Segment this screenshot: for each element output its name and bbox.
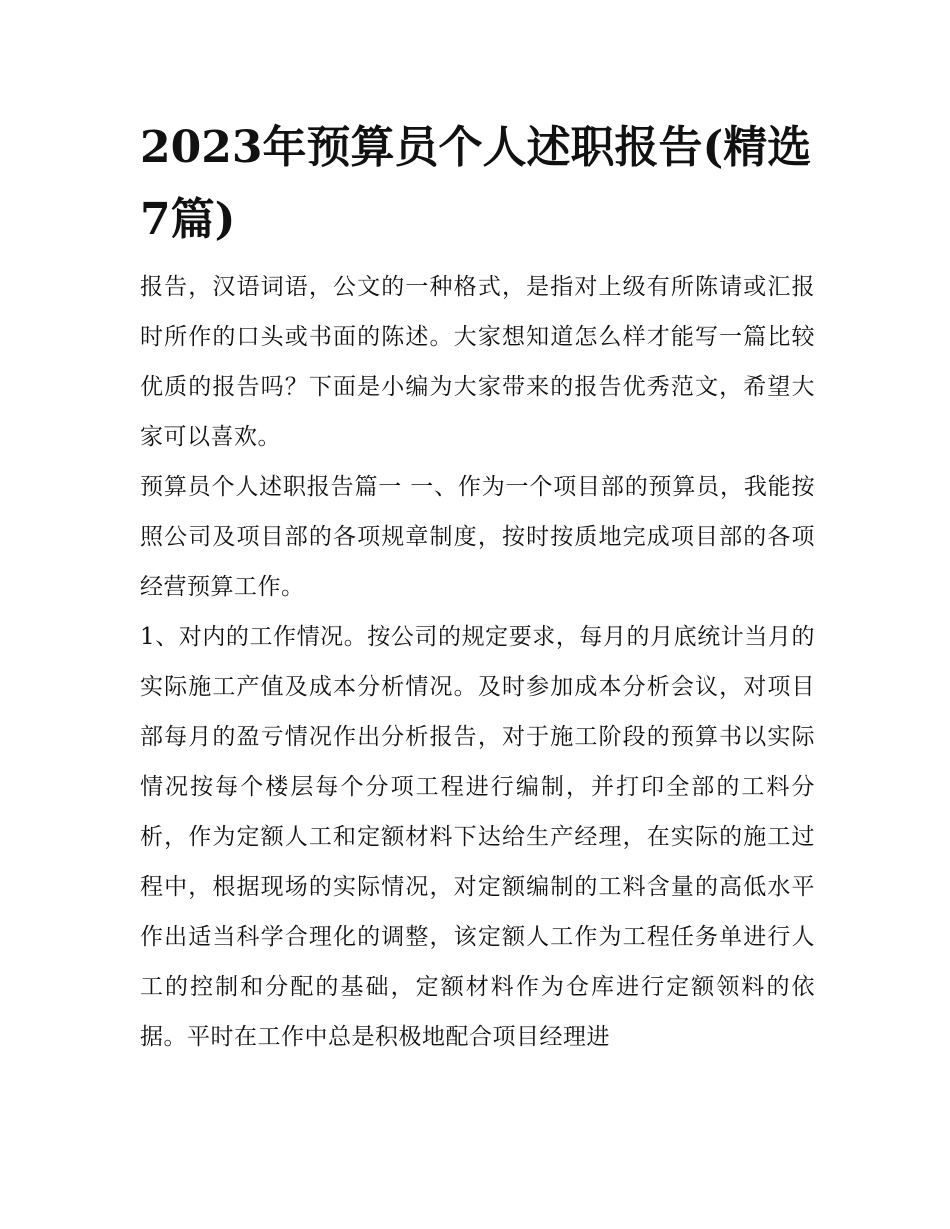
paragraph-intro: 报告，汉语词语，公文的一种格式，是指对上级有所陈请或汇报时所作的口头或书面的陈述。大家想知道怎么样才能写一篇比较优质的报告吗？下面是小编为大家带来的报告优秀范文，希望大家可以喜欢。 [140,274,815,450]
document-page [140,112,815,1062]
document-title: 2023年预算员个人述职报告(精选7篇) [140,122,812,245]
paragraph-internal-work: 1、对内的工作情况。按公司的规定要求，每月的月底统计当月的实际施工产值及成本分析情况。及时参加成本分析会议，对项目部每月的盈亏情况作出分析报告，对于施工阶段的预算书以实际情况按每个楼层每个分项工程进行编制，并打印全部的工料分析，作为定额人工和定额材料下达给生产经理，在实际的施工过程中，根据现场的实际情况，对定额编制的工料含量的高低水平作出适当科学合理化的调整，该定额人工作为工程任务单进行人工的控制和分配的基础，定额材料作为仓库进行定额领料的依据。平时在工作中总是积极地配合项目经理进 [140,624,815,1050]
paragraph-section-one: 预算员个人述职报告篇一 一、作为一个项目部的预算员，我能按照公司及项目部的各项规章制度，按时按质地完成项目部的各项经营预算工作。 [140,474,815,600]
